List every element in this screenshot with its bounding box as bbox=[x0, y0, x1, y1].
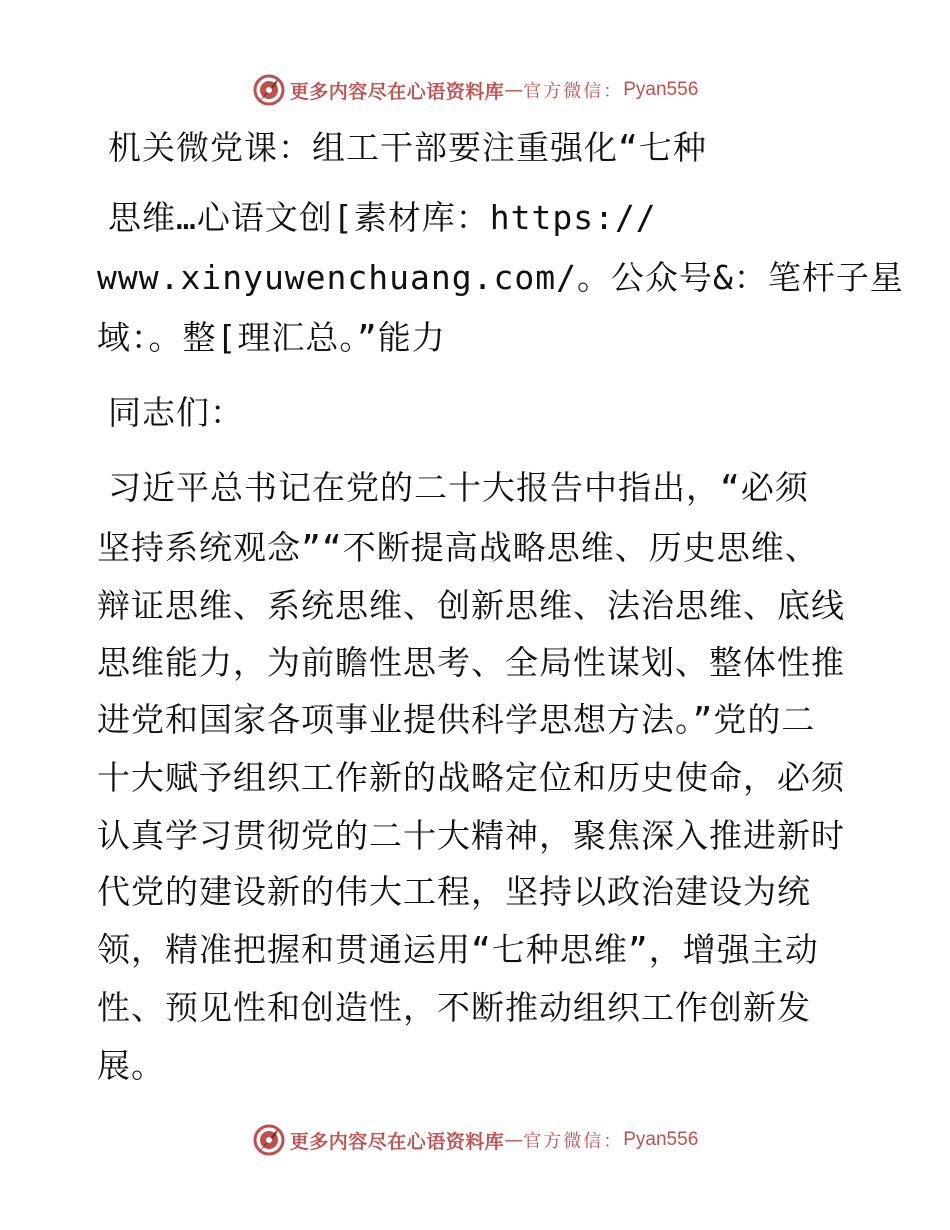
title-line-4: 域：。整[理汇总。”能力 bbox=[97, 318, 446, 357]
quill-logo-icon bbox=[252, 73, 286, 107]
quill-logo-icon bbox=[252, 1123, 286, 1157]
footer-banner-sub: 官方微信： bbox=[523, 1131, 624, 1152]
footer-banner-text: 更多内容尽在心语资料库 bbox=[289, 1130, 505, 1153]
header-banner bbox=[0, 70, 950, 110]
paragraph-line-2: 坚持系统观念”“不断提高战略思维、历史思维、 bbox=[97, 528, 819, 567]
paragraph-line-7: 认真学习贯彻党的二十大精神，聚焦深入推进新时 bbox=[97, 816, 845, 855]
header-banner-dash: — bbox=[504, 79, 524, 101]
footer-banner bbox=[0, 1120, 950, 1160]
title-line-1: 机关微党课：组工干部要注重强化“七种 bbox=[108, 128, 707, 167]
paragraph-line-11: 展。 bbox=[97, 1046, 165, 1085]
header-banner-wechat-id: Pyan556 bbox=[623, 79, 699, 100]
paragraph-line-4: 思维能力，为前瞻性思考、全局性谋划、整体性推 bbox=[97, 643, 845, 682]
paragraph-line-6: 十大赋予组织工作新的战略定位和历史使命，必须 bbox=[97, 758, 845, 797]
title-line-2: 思维…心语文创[素材库：https:// bbox=[108, 198, 657, 237]
footer-banner-dash: — bbox=[504, 1129, 524, 1151]
footer-banner-wechat-id: Pyan556 bbox=[623, 1129, 699, 1150]
paragraph-line-3: 辩证思维、系统思维、创新思维、法治思维、底线 bbox=[97, 586, 845, 625]
paragraph-line-10: 性、预见性和创造性，不断推动组织工作创新发 bbox=[97, 988, 811, 1027]
paragraph-line-8: 代党的建设新的伟大工程，坚持以政治建设为统 bbox=[97, 872, 811, 911]
header-banner-sub: 官方微信： bbox=[523, 81, 624, 102]
title-line-3: www.xinyuwenchuang.com/。公众号&：笔杆子星 bbox=[97, 258, 904, 297]
header-banner-text: 更多内容尽在心语资料库 bbox=[289, 80, 505, 103]
paragraph-line-9: 领，精准把握和贯通运用“七种思维”，增强主动 bbox=[97, 930, 819, 969]
paragraph-line-1: 习近平总书记在党的二十大报告中指出，“必须 bbox=[108, 468, 809, 507]
salutation: 同志们： bbox=[108, 393, 244, 432]
paragraph-line-5: 进党和国家各项事业提供科学思想方法。”党的二 bbox=[97, 700, 816, 739]
